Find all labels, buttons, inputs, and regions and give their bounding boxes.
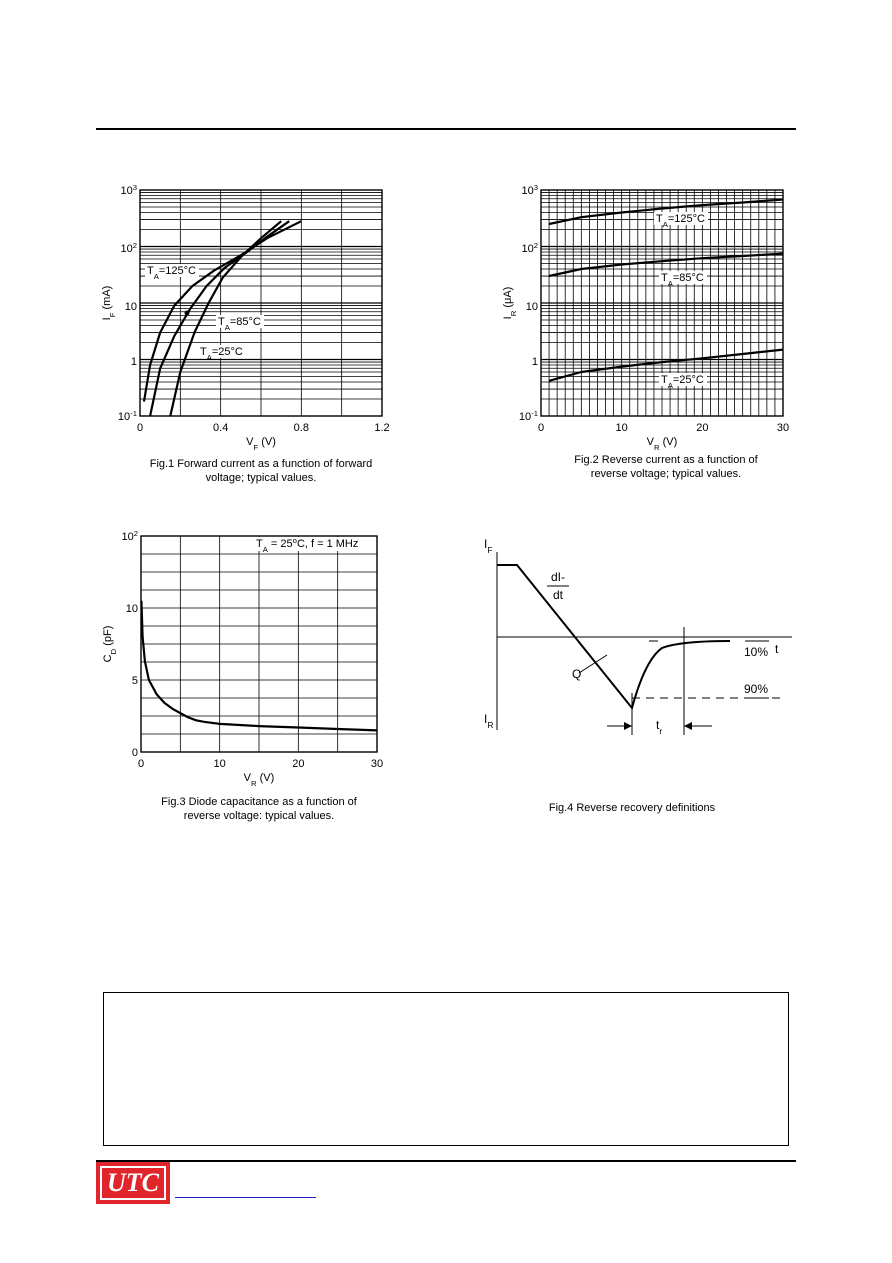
fig4-q-label: Q [572,667,582,681]
fig2-caption [520,453,812,481]
y-tick-label: $10^{-1}$ [518,408,538,423]
x-tick-label: 1.2 [374,422,390,434]
series-label: $T_A=25^\circ C$ [200,346,243,362]
y-tick-label: $10^3$ [120,182,137,197]
fig4-caption-line-1: Fig.4 Reverse recovery definitions [548,802,716,814]
y-tick-label: $10^2$ [120,240,137,255]
fig2-caption-line-2: reverse voltage; typical values. [590,468,742,480]
x-tick-label: 30 [370,758,384,770]
y-tick-label: $10^2$ [121,528,138,543]
series-label: $T_A=125^\circ C$ [656,213,705,229]
series-label: $T_A=125^\circ C$ [147,265,196,281]
footer-link[interactable] [175,1187,316,1198]
fig4-recovery-diagram [484,537,792,736]
x-tick-label: 0.8 [293,422,309,434]
utc-logo-frame [100,1166,166,1200]
fig1-caption-line-2: voltage; typical values. [205,472,317,484]
series-label: $T_A=85^\circ C$ [661,272,704,288]
footer-rule [96,1160,796,1162]
x-axis-label: $V_R$ (V) [646,436,678,452]
fig2-caption-line-1: Fig.2 Reverse current as a function of [574,454,758,466]
y-tick-label: 10 [125,603,138,615]
fig1-caption-line-1: Fig.1 Forward current as a function of forward [149,458,373,470]
fig3-annotation: $T_A = 25^oC$, f = 1 MHz [256,535,359,554]
fig4-didt-numerator: dI- [550,570,566,584]
y-tick-label: 1 [130,356,137,368]
y-axis-label: $I_F$ (mA) [101,285,117,321]
y-tick-label: 1 [531,356,538,368]
fig2-plot [502,183,789,452]
fig4-tr-arrow-right-head [684,722,692,730]
fig1-marker [185,311,190,316]
fig1-caption [116,457,406,485]
x-tick-label: 0 [137,758,145,770]
fig4-caption [500,801,764,815]
fig4-tr-arrow-left-head [624,722,632,730]
y-tick-label: $10^2$ [521,240,538,255]
fig4-if-label: $I_F$ [484,537,493,555]
utc-logo [96,1162,170,1204]
x-tick-label: 30 [776,422,790,434]
utc-logo-text: UTC [107,1168,159,1197]
fig4-90pct-label: 90% [744,682,769,696]
fig4-ir-label: $I_R$ [484,712,494,730]
y-tick-label: 0 [131,747,138,759]
y-tick-label: 10 [124,301,137,313]
x-tick-label: 20 [292,758,305,770]
x-tick-label: 0 [136,422,144,434]
y-tick-label: $10^3$ [521,182,538,197]
x-tick-label: 0 [537,422,545,434]
fig4-t-label: t [775,642,779,656]
fig4-10pct-label: 10% [744,645,769,659]
x-tick-label: 10 [615,422,628,434]
x-axis-label: $V_R$ (V) [243,772,275,788]
fig3-caption-line-1: Fig.3 Diode capacitance as a function of [161,796,357,808]
series-label: $T_A=25^\circ C$ [661,374,704,390]
y-tick-label: 5 [131,675,138,687]
fig4-tr-label: $t_r$ [656,718,663,736]
notice-box [103,992,789,1146]
x-axis-label: $V_F$ (V) [246,436,276,452]
y-tick-label: $10^{-1}$ [117,408,137,423]
fig1-plot [101,183,390,452]
x-tick-label: 20 [696,422,709,434]
x-tick-label: 0.4 [213,422,229,434]
fig3-caption-line-2: reverse voltage: typical values. [183,810,335,822]
y-tick-label: 10 [525,301,538,313]
y-axis-label: $I_R$ (μA) [502,286,518,320]
x-tick-label: 10 [213,758,226,770]
fig3-caption [114,795,404,823]
fig3-plot [102,529,383,788]
y-axis-label: $C_D$ (pF) [102,625,118,663]
series-label: $T_A=85^\circ C$ [218,316,261,332]
fig4-didt-denominator: dt [552,588,564,602]
